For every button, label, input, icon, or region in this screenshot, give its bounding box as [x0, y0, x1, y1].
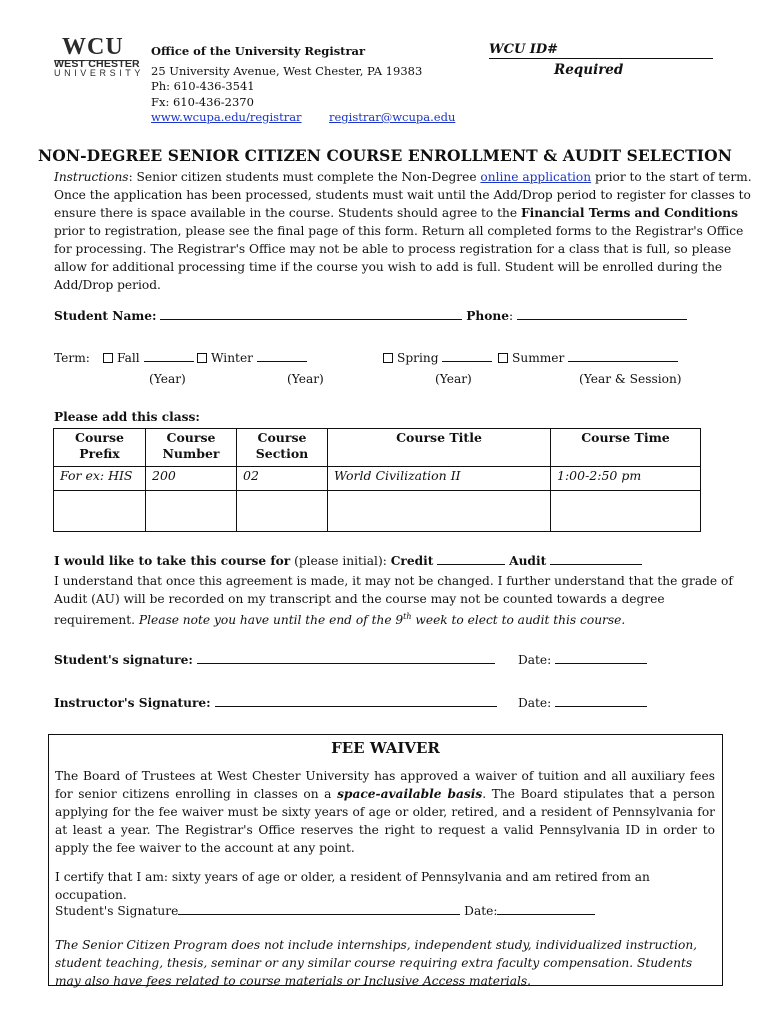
- wcu-id-label: WCU ID#: [489, 42, 559, 57]
- audit-intro: I would like to take this course for: [54, 554, 291, 568]
- audit-text: I understand that once this agreement is made, it may not be changed. I further understand that the grade of Audit (AU) will be recorded on my transcript and the course may not be counted towards a degree requirement.: [54, 574, 733, 628]
- office-phone: Ph: 610-436-3541: [151, 79, 255, 93]
- audit-initial-field[interactable]: [550, 552, 642, 565]
- student-signature-field[interactable]: [197, 651, 495, 664]
- summer-label: Summer: [512, 351, 565, 365]
- form-title: NON-DEGREE SENIOR CITIZEN COURSE ENROLLMENT & AUDIT SELECTION: [38, 146, 732, 165]
- instructor-date-label: Date:: [518, 696, 552, 710]
- spring-label: Spring: [397, 351, 439, 365]
- summer-year-field[interactable]: [568, 349, 678, 362]
- instructor-date-row: [518, 694, 647, 712]
- winter-checkbox[interactable]: [197, 353, 207, 363]
- example-section: 02: [237, 467, 328, 491]
- instructions-lead: Instructions: [54, 170, 129, 184]
- phone-label: Phone: [466, 309, 510, 323]
- term-label: Term:: [54, 351, 90, 365]
- student-name-field[interactable]: [160, 307, 462, 320]
- add-class-heading: Please add this class:: [54, 410, 200, 424]
- winter-label: Winter: [211, 351, 253, 365]
- instructor-signature-label: Instructor's Signature:: [54, 696, 211, 710]
- credit-initial-field[interactable]: [437, 552, 505, 565]
- instructions-text-2: prior to the start of term. Once the application has been processed, students must wait until the Add/Drop period to register for classes to ensure there is space available in the course. Students should agree to the: [54, 170, 752, 220]
- example-row: [54, 467, 701, 491]
- fee-waiver-title: FEE WAIVER: [331, 739, 440, 757]
- logo-west-chester: WEST CHESTER: [54, 58, 140, 70]
- student-date-field[interactable]: [555, 651, 647, 664]
- summer-checkbox[interactable]: [498, 353, 508, 363]
- fall-year-hint: (Year): [149, 372, 186, 386]
- fee-waiver-text-2: . The Board stipulates that a person applying for the fee waiver must be sixty years of age or older, retired, and a resident of Pennsylvania for at least a year. The Registrar's Office reserves the right to request a valid Pennsylvania ID in order to apply the fee waiver to the account at any point.: [55, 787, 715, 855]
- registrar-website-link[interactable]: www.wcupa.edu/registrar: [151, 110, 302, 124]
- office-fax: Fx: 610-436-2370: [151, 95, 254, 109]
- fall-label: Fall: [117, 351, 140, 365]
- phone-field[interactable]: [517, 307, 687, 320]
- office-name: Office of the University Registrar: [151, 44, 366, 58]
- term-fall-option[interactable]: [103, 349, 194, 367]
- course-entry-row[interactable]: [54, 491, 701, 532]
- student-date-row: [518, 651, 647, 669]
- fee-waiver-date-label: Date:: [464, 904, 498, 918]
- term-winter-option[interactable]: [197, 349, 307, 367]
- term-summer-option[interactable]: [498, 349, 678, 367]
- col-course-title: Course Title: [328, 429, 551, 467]
- example-prefix: For ex: HIS: [54, 467, 146, 491]
- fee-waiver-text-1: The Board of Trustees at West Chester University has approved a waiver of tuition and all auxiliary fees for senior citizens enrolling in classes on a: [55, 769, 715, 801]
- student-signature-label: Student's signature:: [54, 653, 193, 667]
- instructions-paragraph: [54, 168, 754, 294]
- instructor-signature-row: [54, 694, 497, 712]
- spring-year-field[interactable]: [442, 349, 492, 362]
- col-course-section: Course Section: [237, 429, 328, 467]
- audit-agreement-paragraph: [54, 572, 744, 629]
- fee-waiver-date-field[interactable]: [497, 902, 595, 915]
- credit-label: Credit: [390, 554, 434, 568]
- col-course-time: Course Time: [551, 429, 701, 467]
- term-spring-option[interactable]: [383, 349, 492, 367]
- col-course-number: Course Number: [146, 429, 237, 467]
- col-course-prefix: Course Prefix: [54, 429, 146, 467]
- spring-checkbox[interactable]: [383, 353, 393, 363]
- spring-year-hint: (Year): [435, 372, 472, 386]
- example-time: 1:00-2:50 pm: [551, 467, 701, 491]
- audit-note-sup: th: [403, 612, 412, 621]
- instructor-date-field[interactable]: [555, 694, 647, 707]
- instructions-text-3: prior to registration, please see the final page of this form. Return all completed forms to the Registrar's Office for processing. The Registrar's Office may not be able to process registration for a class that is full, so please allow for additional processing time if the course you wish to add is full. Student will be enrolled during the Add/Drop period.: [54, 224, 744, 292]
- fall-checkbox[interactable]: [103, 353, 113, 363]
- program-exclusions-note: The Senior Citizen Program does not include internships, independent study, individualized instruction, student teaching, thesis, seminar or any similar course requiring extra faculty compensation. Students may also have fees related to course materials or Inclusive Access materials.: [55, 938, 698, 988]
- audit-label: Audit: [509, 554, 547, 568]
- audit-note-2: week to elect to audit this course.: [411, 613, 626, 628]
- example-number: 200: [146, 467, 237, 491]
- instructions-text-1: : Senior citizen students must complete the Non-Degree: [128, 170, 481, 184]
- example-title: World Civilization II: [328, 467, 551, 491]
- student-signature-row: [54, 651, 495, 669]
- logo-wcu-text: WCU: [62, 34, 124, 60]
- fee-waiver-paragraph: [55, 767, 715, 857]
- fee-waiver-signature-label: Student's Signature: [55, 904, 179, 918]
- audit-initial-hint: (please initial):: [294, 554, 387, 568]
- fee-waiver-signature-row: [55, 902, 595, 920]
- summer-year-session-hint: (Year & Session): [579, 372, 682, 386]
- student-date-label: Date:: [518, 653, 552, 667]
- online-application-link[interactable]: online application: [480, 170, 592, 184]
- registrar-email-link[interactable]: registrar@wcupa.edu: [329, 110, 456, 124]
- student-info-row: [54, 307, 754, 325]
- certify-statement: I certify that I am: sixty years of age or older, a resident of Pennsylvania and am retired from an occupation.: [55, 870, 650, 902]
- course-section-cell[interactable]: [237, 491, 328, 532]
- fall-year-field[interactable]: [144, 349, 194, 362]
- fee-waiver-signature-field[interactable]: [178, 902, 460, 915]
- course-number-cell[interactable]: [146, 491, 237, 532]
- wcu-id-field[interactable]: [489, 58, 713, 59]
- course-title-cell[interactable]: [328, 491, 551, 532]
- course-table: [53, 428, 701, 532]
- audit-note-1: Please note you have until the end of the 9: [138, 613, 404, 628]
- credit-audit-row: [54, 552, 642, 570]
- office-address: 25 University Avenue, West Chester, PA 19383: [151, 64, 423, 78]
- required-note: Required: [554, 62, 624, 78]
- phone-colon: :: [509, 309, 514, 323]
- instructor-signature-field[interactable]: [215, 694, 497, 707]
- winter-year-hint: (Year): [287, 372, 324, 386]
- student-name-label: Student Name:: [54, 309, 157, 323]
- course-time-cell[interactable]: [551, 491, 701, 532]
- space-available-basis: space-available basis: [337, 787, 483, 801]
- logo-university: UNIVERSITY: [54, 68, 145, 78]
- course-table-header: [54, 429, 701, 467]
- financial-terms: Financial Terms and Conditions: [520, 206, 739, 220]
- winter-year-field[interactable]: [257, 349, 307, 362]
- course-prefix-cell[interactable]: [54, 491, 146, 532]
